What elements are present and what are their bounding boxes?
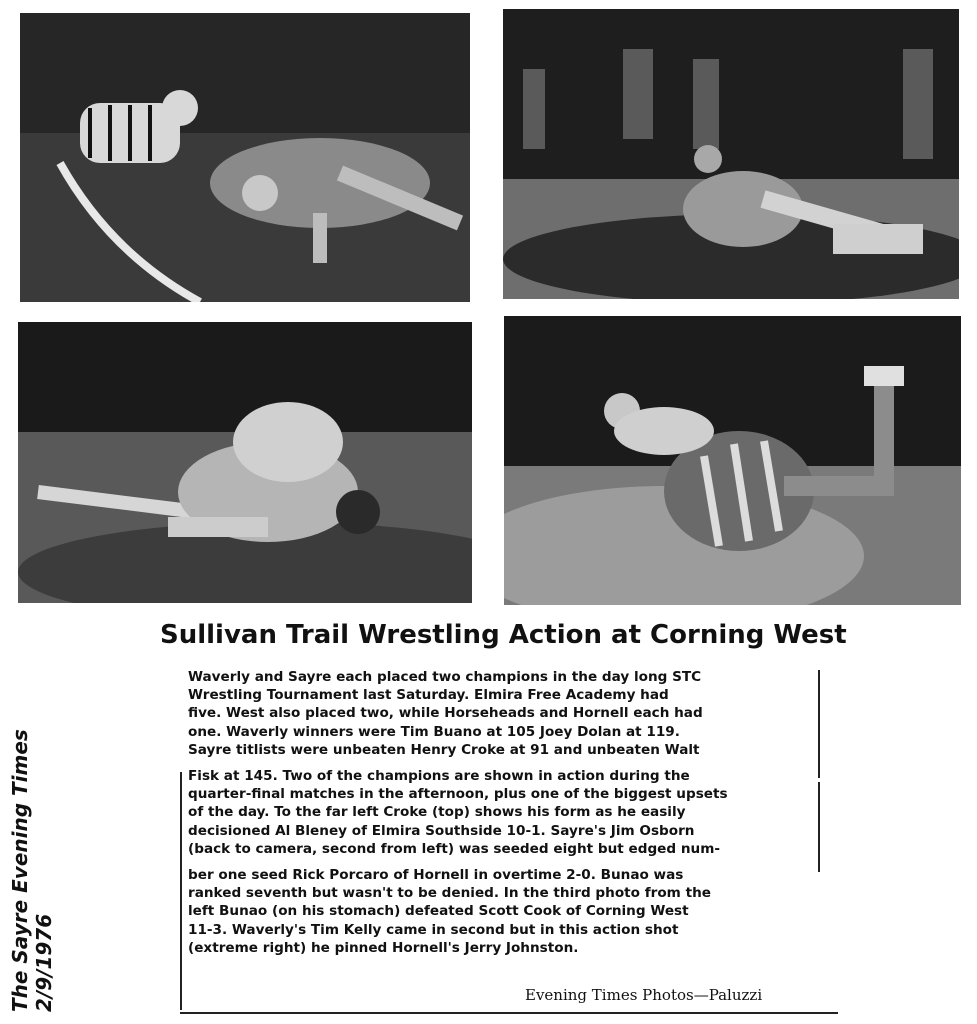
photo-3-image	[18, 322, 472, 603]
article-line: Sayre titlists were unbeaten Henry Croke at 91 and unbeaten Walt	[188, 741, 700, 758]
article-body	[188, 668, 828, 957]
photo-4-image	[504, 316, 961, 605]
article-line: Wrestling Tournament last Saturday. Elmira Free Academy had	[188, 687, 669, 704]
photo-referee-wrestlers	[20, 13, 470, 302]
source-date: 2/9/1976	[32, 913, 56, 1012]
photo-wrestler-pinning-opponent	[504, 316, 961, 605]
source-caption	[8, 729, 56, 1012]
article-line: (extreme right) he pinned Hornell's Jerry Johnston.	[188, 939, 579, 956]
source-publication: The Sayre Evening Times	[8, 729, 32, 1012]
photo-1-image	[20, 13, 470, 302]
photo-credit: Evening Times Photos—Paluzzi	[525, 986, 763, 1004]
article-line: ranked seventh but wasn't to be denied. In the third photo from the	[188, 885, 711, 902]
headline: Sullivan Trail Wrestling Action at Corning West	[160, 620, 847, 650]
article-line: quarter-final matches in the afternoon, plus one of the biggest upsets	[188, 786, 728, 803]
photo-2-image	[503, 9, 959, 299]
photo-wrestler-on-stomach	[18, 322, 472, 603]
article-line: ber one seed Rick Porcaro of Hornell in overtime 2-0. Bunao was	[188, 867, 684, 884]
article-line: 11-3. Waverly's Tim Kelly came in second but in this action shot	[188, 921, 679, 938]
article-line: of the day. To the far left Croke (top) shows his form as he easily	[188, 804, 686, 821]
article-line: Waverly and Sayre each placed two champions in the day long STC	[188, 669, 702, 685]
column-rule-left-mid	[180, 772, 182, 882]
bottom-rule	[180, 1012, 838, 1014]
article-line: one. Waverly winners were Tim Buano at 105 Joey Dolan at 119.	[188, 723, 680, 740]
photo-wrestlers-on-circle	[503, 9, 959, 299]
article-line: left Bunao (on his stomach) defeated Scott Cook of Corning West	[188, 903, 689, 920]
article-line: five. West also placed two, while Horseheads and Hornell each had	[188, 705, 703, 722]
article-line: Fisk at 145. Two of the champions are shown in action during the	[188, 768, 690, 785]
article-line: decisioned Al Bleney of Elmira Southside 10-1. Sayre's Jim Osborn	[188, 822, 695, 839]
column-rule-left-bottom	[180, 880, 182, 1010]
article-line: (back to camera, second from left) was seeded eight but edged num-	[188, 840, 721, 857]
